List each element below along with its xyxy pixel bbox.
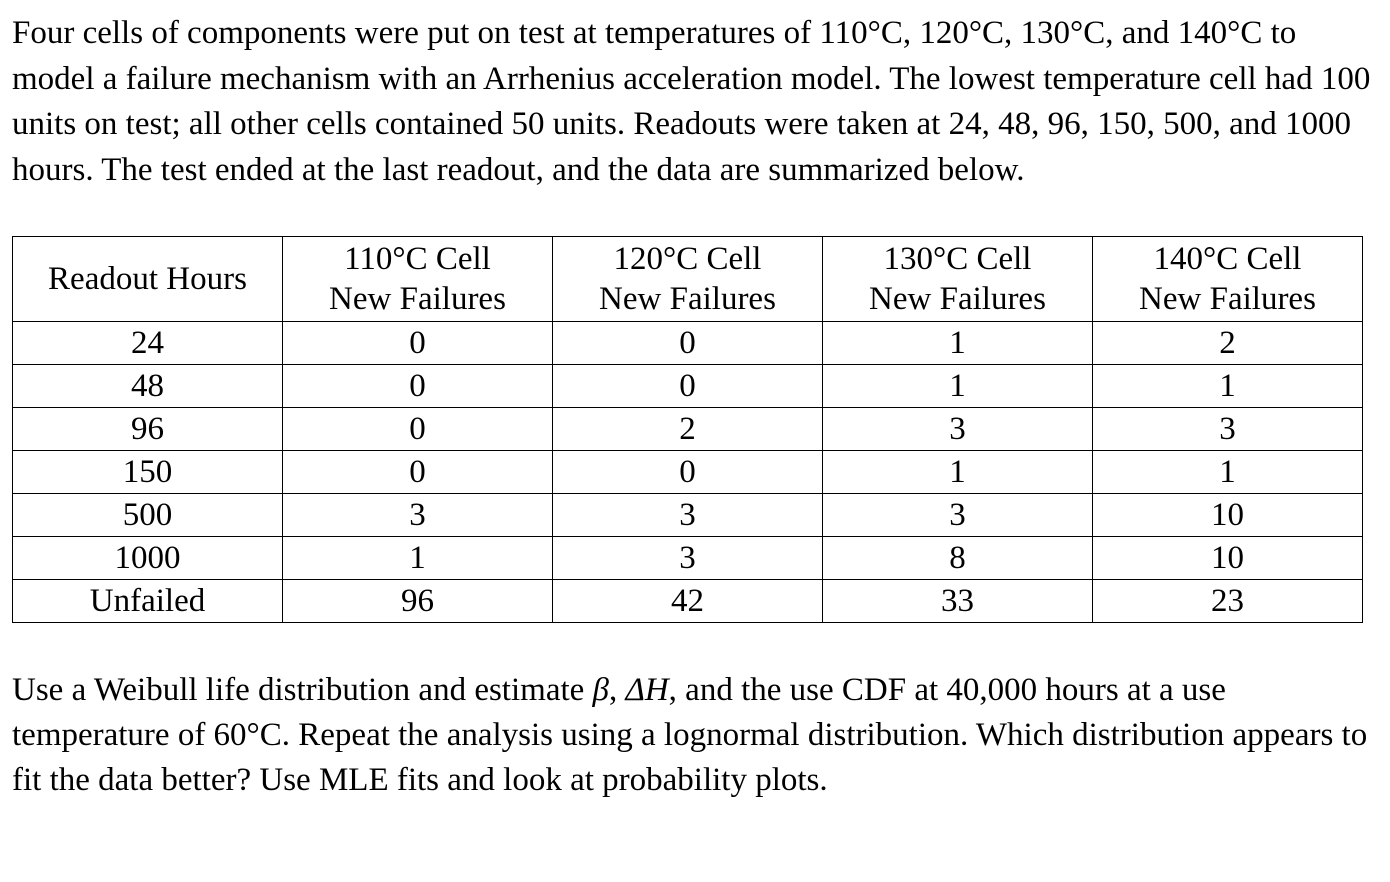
header-140-cell bbox=[1093, 237, 1363, 322]
header-line1: 130°C Cell bbox=[883, 241, 1032, 277]
table-row bbox=[13, 408, 1363, 451]
cell-value: 3 bbox=[1093, 408, 1363, 451]
cell-value: 3 bbox=[823, 408, 1093, 451]
cell-value: 3 bbox=[553, 537, 823, 580]
cell-value: 0 bbox=[553, 322, 823, 365]
table-header-row bbox=[13, 237, 1363, 322]
question-text-part1: Use a Weibull life distribution and estimate bbox=[12, 672, 593, 708]
table-row bbox=[13, 537, 1363, 580]
table-row bbox=[13, 580, 1363, 623]
cell-value: 1 bbox=[1093, 451, 1363, 494]
header-line1: 110°C Cell bbox=[344, 241, 491, 277]
cell-value: 96 bbox=[283, 580, 553, 623]
header-120-cell bbox=[553, 237, 823, 322]
cell-value: 0 bbox=[283, 451, 553, 494]
header-line2: New Failures bbox=[599, 281, 776, 317]
cell-value: 8 bbox=[823, 537, 1093, 580]
row-label: 48 bbox=[13, 365, 283, 408]
row-label: 500 bbox=[13, 494, 283, 537]
cell-value: 3 bbox=[553, 494, 823, 537]
row-label: 24 bbox=[13, 322, 283, 365]
cell-value: 1 bbox=[823, 322, 1093, 365]
cell-value: 0 bbox=[553, 365, 823, 408]
cell-value: 0 bbox=[553, 451, 823, 494]
row-label: 150 bbox=[13, 451, 283, 494]
cell-value: 3 bbox=[823, 494, 1093, 537]
cell-value: 1 bbox=[823, 365, 1093, 408]
cell-value: 2 bbox=[553, 408, 823, 451]
table-row bbox=[13, 365, 1363, 408]
cell-value: 10 bbox=[1093, 537, 1363, 580]
cell-value: 23 bbox=[1093, 580, 1363, 623]
cell-value: 33 bbox=[823, 580, 1093, 623]
header-line1: 120°C Cell bbox=[613, 241, 762, 277]
cell-value: 0 bbox=[283, 365, 553, 408]
cell-value: 0 bbox=[283, 408, 553, 451]
cell-value: 3 bbox=[283, 494, 553, 537]
header-readout-hours: Readout Hours bbox=[13, 237, 283, 322]
question-separator: , bbox=[608, 672, 626, 708]
header-130-cell bbox=[823, 237, 1093, 322]
row-label: Unfailed bbox=[13, 580, 283, 623]
header-line2: New Failures bbox=[329, 281, 506, 317]
failures-table bbox=[12, 236, 1363, 623]
table-row bbox=[13, 322, 1363, 365]
header-line1: 140°C Cell bbox=[1153, 241, 1302, 277]
table-row bbox=[13, 494, 1363, 537]
question-text-part2: , and the use CDF at 40,000 hours at a use temperature of 60°C. Repeat the analysis using a lognormal distribution. Which distribution appears to fit the data better? Use MLE fits and look at probability plots. bbox=[12, 672, 1368, 798]
beta-symbol: β bbox=[592, 672, 609, 708]
problem-intro: Four cells of components were put on test at temperatures of 110°C, 120°C, 130°C, and 140°C to model a failure mechanism with an Arrhenius acceleration model. The lowest temperature cell had 100 units on test; all other cells contained 50 units. Readouts were taken at 24, 48, 96, 150, 500, and 1000 hours. The test ended at the last readout, and the data are summarized below. bbox=[12, 15, 1371, 188]
cell-value: 1 bbox=[823, 451, 1093, 494]
header-line2: New Failures bbox=[869, 281, 1046, 317]
cell-value: 1 bbox=[283, 537, 553, 580]
cell-value: 1 bbox=[1093, 365, 1363, 408]
cell-value: 42 bbox=[553, 580, 823, 623]
header-line2: New Failures bbox=[1139, 281, 1316, 317]
cell-value: 10 bbox=[1093, 494, 1363, 537]
cell-value: 2 bbox=[1093, 322, 1363, 365]
row-label: 96 bbox=[13, 408, 283, 451]
problem-question bbox=[12, 668, 1382, 803]
cell-value: 0 bbox=[283, 322, 553, 365]
header-110-cell bbox=[283, 237, 553, 322]
delta-h-symbol: ΔH bbox=[625, 672, 669, 708]
row-label: 1000 bbox=[13, 537, 283, 580]
table-row bbox=[13, 451, 1363, 494]
